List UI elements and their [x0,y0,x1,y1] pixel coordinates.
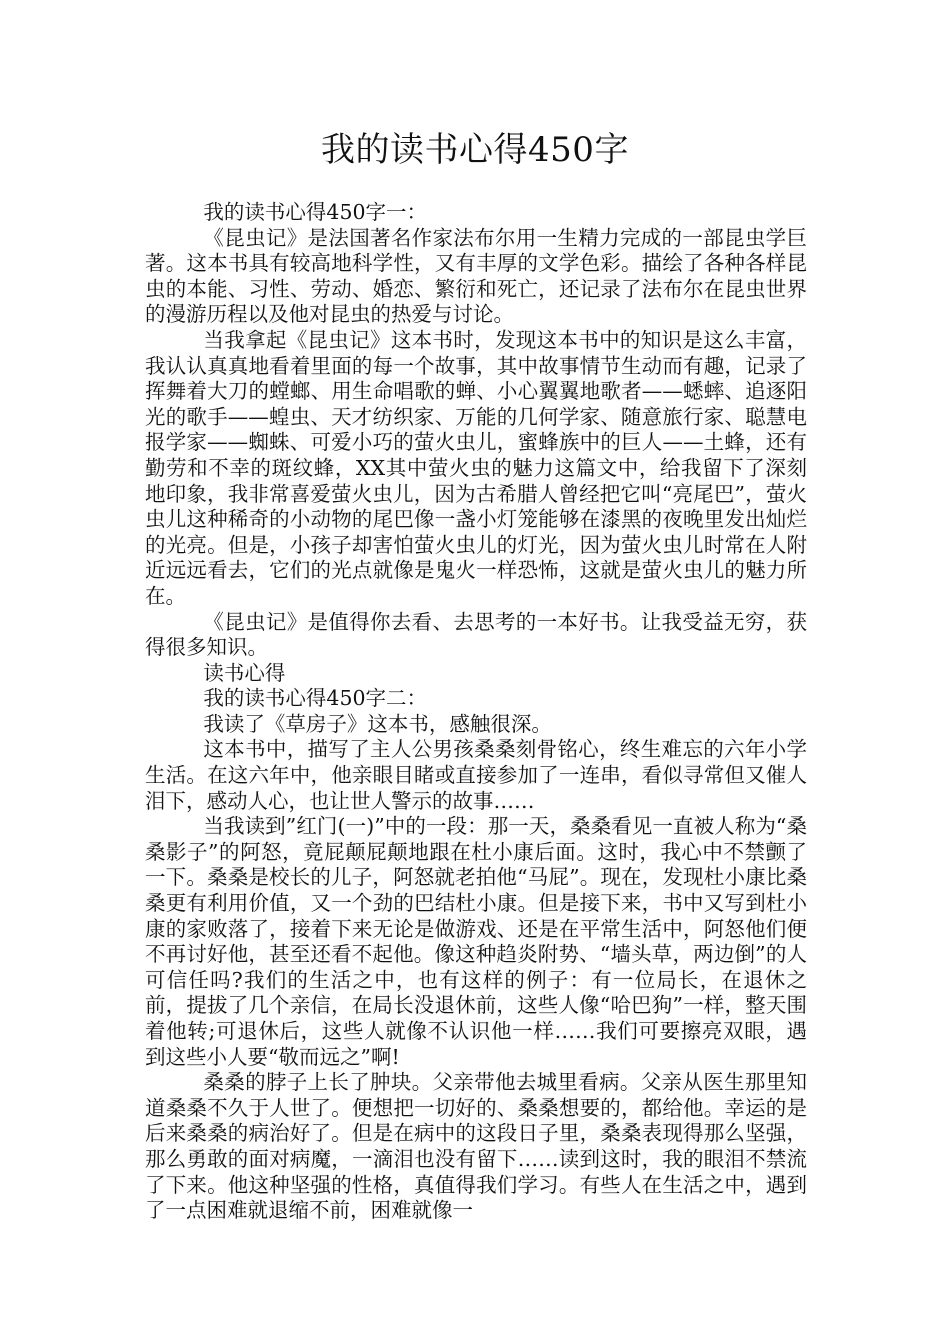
document-body [145,200,807,1224]
paragraph: 读书心得 [203,660,286,685]
page-title: 我的读书心得450字 [321,130,629,170]
paragraph: 《昆虫记》是法国著名作家法布尔用一生精力完成的一部昆虫学巨著。这本书具有较高地科学性，又有丰厚的文学色彩。描绘了各种各样昆虫的本能、习性、劳动、婚恋、繁衍和死亡，还记录了法布尔在昆虫世界的漫游历程以及他对昆虫的热爱与讨论。 [145,225,807,327]
paragraph: 我的读书心得450字一： [203,200,428,224]
paragraph: 当我拿起《昆虫记》这本书时，发现这本书中的知识是这么丰富，我认认真真地看着里面的每一个故事，其中故事情节生动而有趣，记录了挥舞着大刀的螳螂、用生命唱歌的蝉、小心翼翼地歌者——蟋蟀、追逐阳光的歌手——蝗虫、天才纺织家、万能的几何学家、随意旅行家、聪慧电报学家——蜘蛛、可爱小巧的萤火虫儿，蜜蜂族中的巨人——土蜂，还有勤劳和不幸的斑纹蜂，XX其中萤火虫的魅力这篇文中，给我留下了深刻地印象，我非常喜爱萤火虫儿，因为古希腊人曾经把它叫“亮尾巴”，萤火虫儿这种稀奇的小动物的尾巴像一盏小灯笼能够在漆黑的夜晚里发出灿烂的光亮。但是，小孩子却害怕萤火虫儿的灯光，因为萤火虫儿时常在人附近远远看去，它们的光点就像是鬼火一样恐怖，这就是萤火虫儿的魅力所在。 [145,327,807,608]
paragraph: 我的读书心得450字二： [203,686,428,711]
paragraph: 桑桑的脖子上长了肿块。父亲带他去城里看病。父亲从医生那里知道桑桑不久于人世了。便想把一切好的、桑桑想要的，都给他。幸运的是后来桑桑的病治好了。但是在病中的这段日子里，桑桑表现得那么坚强，那么勇敢的面对病魔，一滴泪也没有留下……读到这时，我的眼泪不禁流了下来。他这种坚强的性格，真值得我们学习。有些人在生活之中，遇到了一点困难就退缩不前，困难就像一 [145,1070,807,1223]
paragraph: 我读了《草房子》这本书，感触很深。 [203,711,552,736]
paragraph: 这本书中，描写了主人公男孩桑桑刻骨铭心，终生难忘的六年小学生活。在这六年中，他亲眼目睹或直接参加了一连串，看似寻常但又催人泪下，感动人心，也让世人警示的故事…… [145,737,807,813]
paragraph: 《昆虫记》是值得你去看、去思考的一本好书。让我受益无穷，获得很多知识。 [145,609,807,660]
paragraph: 当我读到”红门(一)”中的一段：那一天，桑桑看见一直被人称为“桑桑影子”的阿怒，竟屁颠屁颠地跟在杜小康后面。这时，我心中不禁颤了一下。桑桑是校长的儿子，阿怒就老拍他“马屁”。现在，发现杜小康比桑桑更有利用价值，又一个劲的巴结杜小康。但是接下来，书中又写到杜小康的家败落了，接着下来无论是做游戏、还是在平常生活中，阿怒他们便不再讨好他，甚至还看不起他。像这种趋炎附势、“墙头草，两边倒”的人可信任吗?我们的生活之中，也有这样的例子：有一位局长，在退休之前，提拔了几个亲信，在局长没退休前，这些人像“哈巴狗”一样，整天围着他转;可退休后，这些人就像不认识他一样……我们可要擦亮双眼，遇到这些小人要“敬而远之”啊! [145,814,807,1069]
